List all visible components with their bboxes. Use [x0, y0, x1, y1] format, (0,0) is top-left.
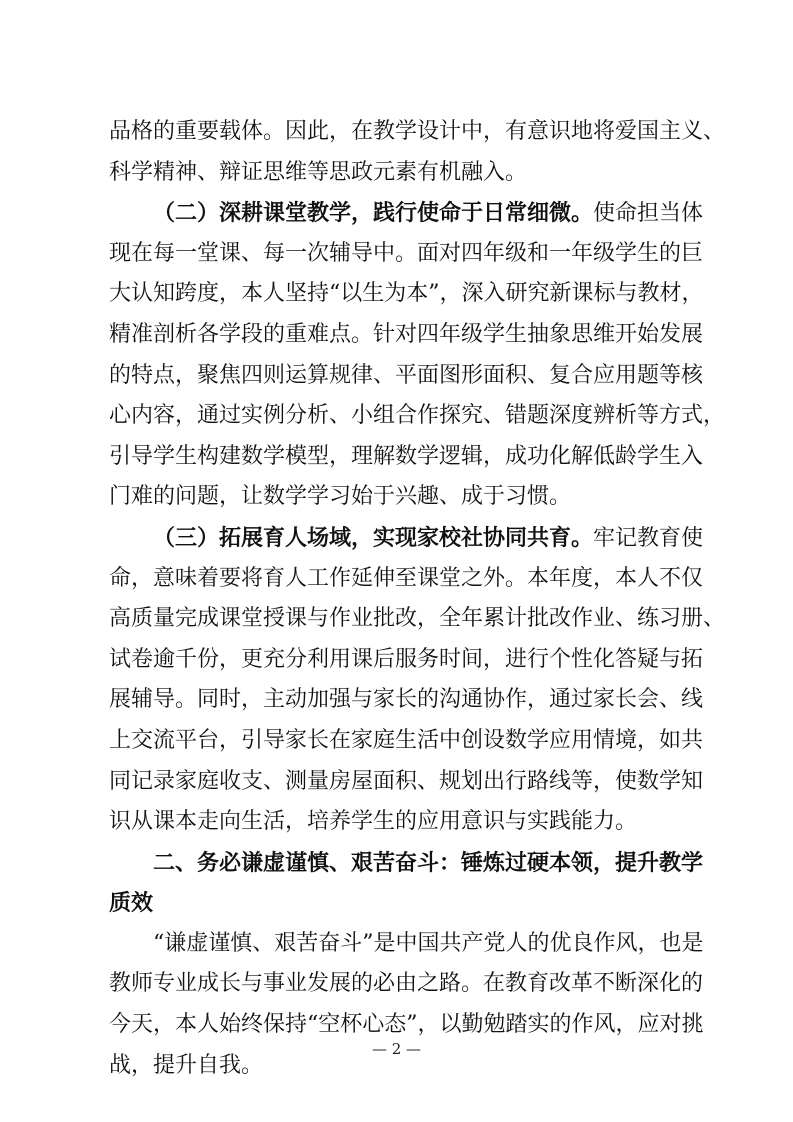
- paragraph-line: 上交流平台，引导家长在家庭生活中创设数学应用情境，如共: [109, 727, 704, 753]
- paragraph-line: 精准剖析各学段的重难点。针对四年级学生抽象思维开始发展: [109, 321, 704, 347]
- paragraph-line: 教师专业成长与事业发展的必由之路。在教育改革不断深化的: [109, 971, 704, 997]
- paragraph-line: “谦虚谨慎、艰苦奋斗”是中国共产党人的优良作风，也是: [153, 930, 704, 956]
- paragraph-line: 同记录家庭收支、测量房屋面积、规划出行路线等，使数学知: [109, 768, 704, 794]
- paragraph-line: 命，意味着要将育人工作延伸至课堂之外。本年度，本人不仅: [109, 565, 704, 591]
- subsection-heading: （二）深耕课堂教学，践行使命于日常细微。: [153, 200, 594, 227]
- paragraph-line: 今天，本人始终保持“空杯心态”，以勤勉踏实的作风，应对挑: [109, 1012, 704, 1038]
- page-number: — 2 —: [371, 1040, 422, 1058]
- paragraph-line: 战，提升自我。: [109, 1052, 264, 1078]
- paragraph-line: 高质量完成课堂授课与作业批改，全年累计批改作业、练习册、: [109, 606, 726, 632]
- paragraph-line: 的特点，聚焦四则运算规律、平面图形面积、复合应用题等核: [109, 362, 704, 388]
- section-heading: 二、务必谦虚谨慎、艰苦奋斗：锤炼过硬本领，提升教学: [153, 849, 704, 876]
- document-page: [109, 112, 726, 1086]
- paragraph-line: 识从课本走向生活，培养学生的应用意识与实践能力。: [109, 809, 638, 835]
- subsection-heading: （三）拓展育人场域，实现家校社协同共育。: [153, 524, 594, 551]
- paragraph-line: [109, 193, 704, 234]
- paragraph-line: 科学精神、辩证思维等思政元素有机融入。: [109, 159, 528, 185]
- paragraph-line: 引导学生构建数学模型，理解数学逻辑，成功化解低龄学生入: [109, 443, 704, 469]
- paragraph-line: 展辅导。同时，主动加强与家长的沟通协作，通过家长会、线: [109, 687, 704, 713]
- paragraph-line: 现在每一堂课、每一次辅导中。面对四年级和一年级学生的巨: [109, 240, 704, 266]
- paragraph-line: 大认知跨度，本人坚持“以生为本”，深入研究新课标与教材，: [109, 281, 704, 307]
- paragraph-text: 牢记教育使: [593, 525, 704, 551]
- paragraph-text: 使命担当体: [593, 201, 704, 227]
- paragraph-line: 门难的问题，让数学学习始于兴趣、成于习惯。: [109, 484, 572, 510]
- paragraph-line: 品格的重要载体。因此，在教学设计中，有意识地将爱国主义、: [109, 119, 726, 144]
- paragraph-line: 心内容，通过实例分析、小组合作探究、错题深度辨析等方式，: [109, 403, 726, 429]
- section-heading-continued: 质效: [109, 890, 154, 917]
- paragraph-line: [109, 518, 704, 559]
- paragraph-line: 试卷逾千份，更充分利用课后服务时间，进行个性化答疑与拓: [109, 646, 704, 672]
